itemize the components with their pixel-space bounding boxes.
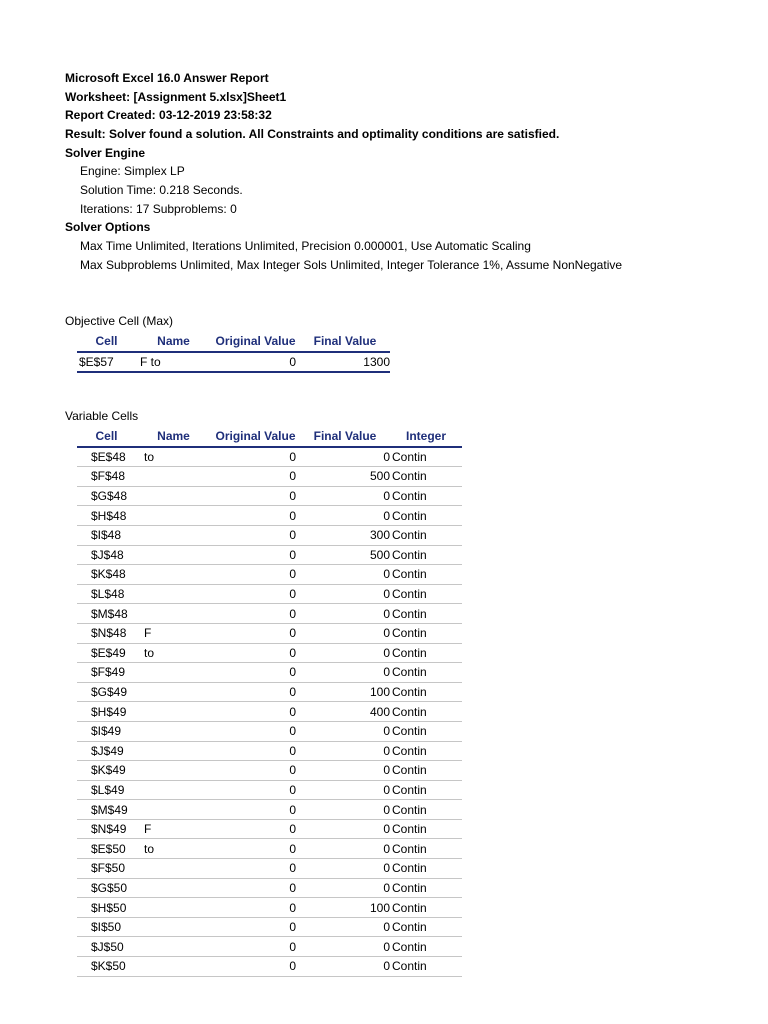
cell-ref: $E$48 xyxy=(77,447,136,467)
header-name: Name xyxy=(136,332,211,352)
variable-rows xyxy=(77,447,462,977)
cell-ref: $J$49 xyxy=(77,741,136,761)
integer-type: Contin xyxy=(390,584,462,604)
integer-type: Contin xyxy=(390,721,462,741)
table-row xyxy=(77,486,462,506)
table-row xyxy=(77,447,462,467)
integer-type: Contin xyxy=(390,819,462,839)
integer-type: Contin xyxy=(390,937,462,957)
cell-name: F to xyxy=(136,352,211,373)
integer-type: Contin xyxy=(390,741,462,761)
original-value: 0 xyxy=(211,839,300,859)
cell-name xyxy=(136,584,211,604)
header-cell: Cell xyxy=(77,332,136,352)
cell-name xyxy=(136,682,211,702)
header-original-value: Original Value xyxy=(211,332,300,352)
table-row xyxy=(77,721,462,741)
final-value: 400 xyxy=(300,702,390,722)
cell-name xyxy=(136,780,211,800)
cell-name xyxy=(136,800,211,820)
table-row xyxy=(77,761,462,781)
cell-ref: $G$48 xyxy=(77,486,136,506)
cell-name: to xyxy=(136,447,211,467)
original-value: 0 xyxy=(211,741,300,761)
cell-name xyxy=(136,486,211,506)
cell-name xyxy=(136,604,211,624)
cell-ref: $L$48 xyxy=(77,584,136,604)
cell-name xyxy=(136,565,211,585)
objective-cell-label: Objective Cell (Max) xyxy=(65,314,174,328)
integer-type: Contin xyxy=(390,525,462,545)
table-row xyxy=(77,467,462,487)
integer-type: Contin xyxy=(390,506,462,526)
objective-table xyxy=(77,332,390,373)
cell-name xyxy=(136,957,211,977)
integer-type: Contin xyxy=(390,761,462,781)
engine-line: Engine: Simplex LP xyxy=(80,164,185,178)
integer-type: Contin xyxy=(390,663,462,683)
final-value: 0 xyxy=(300,486,390,506)
cell-ref: $G$49 xyxy=(77,682,136,702)
final-value: 300 xyxy=(300,525,390,545)
cell-name xyxy=(136,937,211,957)
integer-type: Contin xyxy=(390,623,462,643)
original-value: 0 xyxy=(211,447,300,467)
final-value: 0 xyxy=(300,643,390,663)
cell-ref: $F$50 xyxy=(77,859,136,879)
header-final-value: Final Value xyxy=(300,332,390,352)
cell-ref: $I$50 xyxy=(77,917,136,937)
integer-type: Contin xyxy=(390,839,462,859)
final-value: 0 xyxy=(300,957,390,977)
table-row xyxy=(77,800,462,820)
original-value: 0 xyxy=(211,643,300,663)
cell-ref: $E$57 xyxy=(77,352,136,373)
original-value: 0 xyxy=(211,859,300,879)
cell-ref: $K$49 xyxy=(77,761,136,781)
table-row xyxy=(77,859,462,879)
cell-name xyxy=(136,721,211,741)
cell-ref: $J$48 xyxy=(77,545,136,565)
cell-ref: $I$48 xyxy=(77,525,136,545)
variables-header-row xyxy=(77,427,462,447)
final-value: 0 xyxy=(300,663,390,683)
options-line-2: Max Subproblems Unlimited, Max Integer Sols Unlimited, Integer Tolerance 1%, Assume NonNegative xyxy=(80,258,623,272)
table-row xyxy=(77,839,462,859)
original-value: 0 xyxy=(211,545,300,565)
cell-name xyxy=(136,878,211,898)
header-original-value: Original Value xyxy=(211,427,300,447)
cell-ref: $K$50 xyxy=(77,957,136,977)
final-value: 100 xyxy=(300,682,390,702)
cell-name xyxy=(136,859,211,879)
result-line: Result: Solver found a solution. All Constraints and optimality conditions are satisfied. xyxy=(65,127,560,141)
cell-ref: $F$49 xyxy=(77,663,136,683)
table-row xyxy=(77,957,462,977)
original-value: 0 xyxy=(211,584,300,604)
cell-ref: $H$50 xyxy=(77,898,136,918)
solver-engine-heading: Solver Engine xyxy=(65,146,146,160)
cell-name xyxy=(136,741,211,761)
final-value: 0 xyxy=(300,565,390,585)
cell-ref: $G$50 xyxy=(77,878,136,898)
integer-type: Contin xyxy=(390,702,462,722)
objective-header-row xyxy=(77,332,390,352)
table-row xyxy=(77,584,462,604)
final-value: 0 xyxy=(300,447,390,467)
table-row xyxy=(77,898,462,918)
integer-type: Contin xyxy=(390,800,462,820)
table-row xyxy=(77,878,462,898)
solver-options-heading: Solver Options xyxy=(65,220,151,234)
integer-type: Contin xyxy=(390,859,462,879)
cell-name xyxy=(136,506,211,526)
original-value: 0 xyxy=(211,917,300,937)
integer-type: Contin xyxy=(390,486,462,506)
cell-ref: $J$50 xyxy=(77,937,136,957)
cell-name xyxy=(136,917,211,937)
cell-name xyxy=(136,467,211,487)
cell-name xyxy=(136,525,211,545)
integer-type: Contin xyxy=(390,447,462,467)
report-created-line: Report Created: 03-12-2019 23:58:32 xyxy=(65,108,272,122)
cell-ref: $E$50 xyxy=(77,839,136,859)
table-row xyxy=(77,506,462,526)
report-title: Microsoft Excel 16.0 Answer Report xyxy=(65,71,269,85)
final-value: 0 xyxy=(300,917,390,937)
original-value: 0 xyxy=(211,467,300,487)
original-value: 0 xyxy=(211,352,300,373)
original-value: 0 xyxy=(211,506,300,526)
original-value: 0 xyxy=(211,819,300,839)
integer-type: Contin xyxy=(390,467,462,487)
final-value: 0 xyxy=(300,604,390,624)
integer-type: Contin xyxy=(390,643,462,663)
integer-type: Contin xyxy=(390,604,462,624)
integer-type: Contin xyxy=(390,545,462,565)
cell-ref: $L$49 xyxy=(77,780,136,800)
header-integer: Integer xyxy=(390,427,462,447)
original-value: 0 xyxy=(211,604,300,624)
final-value: 0 xyxy=(300,819,390,839)
table-row xyxy=(77,604,462,624)
cell-name xyxy=(136,663,211,683)
iterations-line: Iterations: 17 Subproblems: 0 xyxy=(80,202,237,216)
cell-ref: $E$49 xyxy=(77,643,136,663)
table-row xyxy=(77,702,462,722)
table-row xyxy=(77,682,462,702)
options-line-1: Max Time Unlimited, Iterations Unlimited, Precision 0.000001, Use Automatic Scaling xyxy=(80,239,531,253)
solution-time-line: Solution Time: 0.218 Seconds. xyxy=(80,183,243,197)
header-cell: Cell xyxy=(77,427,136,447)
cell-name xyxy=(136,545,211,565)
cell-name: F xyxy=(136,623,211,643)
cell-ref: $N$48 xyxy=(77,623,136,643)
cell-ref: $M$49 xyxy=(77,800,136,820)
cell-ref: $K$48 xyxy=(77,565,136,585)
table-row xyxy=(77,917,462,937)
original-value: 0 xyxy=(211,525,300,545)
table-row xyxy=(77,525,462,545)
variable-cells-label: Variable Cells xyxy=(65,409,139,423)
header-final-value: Final Value xyxy=(300,427,390,447)
cell-ref: $I$49 xyxy=(77,721,136,741)
final-value: 0 xyxy=(300,800,390,820)
final-value: 0 xyxy=(300,741,390,761)
table-row xyxy=(77,623,462,643)
final-value: 0 xyxy=(300,721,390,741)
cell-name: to xyxy=(136,643,211,663)
table-row xyxy=(77,643,462,663)
original-value: 0 xyxy=(211,623,300,643)
cell-ref: $H$48 xyxy=(77,506,136,526)
original-value: 0 xyxy=(211,878,300,898)
cell-name xyxy=(136,898,211,918)
original-value: 0 xyxy=(211,565,300,585)
cell-name xyxy=(136,761,211,781)
cell-ref: $M$48 xyxy=(77,604,136,624)
original-value: 0 xyxy=(211,721,300,741)
cell-ref: $H$49 xyxy=(77,702,136,722)
original-value: 0 xyxy=(211,780,300,800)
table-row xyxy=(77,545,462,565)
original-value: 0 xyxy=(211,702,300,722)
original-value: 0 xyxy=(211,761,300,781)
final-value: 100 xyxy=(300,898,390,918)
integer-type: Contin xyxy=(390,957,462,977)
final-value: 0 xyxy=(300,780,390,800)
original-value: 0 xyxy=(211,663,300,683)
final-value: 0 xyxy=(300,623,390,643)
variable-cells-table xyxy=(77,427,462,977)
table-row xyxy=(77,663,462,683)
table-row xyxy=(77,565,462,585)
integer-type: Contin xyxy=(390,780,462,800)
table-row xyxy=(77,780,462,800)
final-value: 0 xyxy=(300,761,390,781)
final-value: 0 xyxy=(300,878,390,898)
table-row xyxy=(77,937,462,957)
table-row xyxy=(77,352,390,373)
final-value: 0 xyxy=(300,506,390,526)
worksheet-line: Worksheet: [Assignment 5.xlsx]Sheet1 xyxy=(65,90,287,104)
original-value: 0 xyxy=(211,682,300,702)
cell-ref: $F$48 xyxy=(77,467,136,487)
final-value: 0 xyxy=(300,937,390,957)
final-value: 0 xyxy=(300,859,390,879)
table-row xyxy=(77,819,462,839)
original-value: 0 xyxy=(211,957,300,977)
integer-type: Contin xyxy=(390,917,462,937)
integer-type: Contin xyxy=(390,878,462,898)
final-value: 0 xyxy=(300,839,390,859)
cell-name: to xyxy=(136,839,211,859)
original-value: 0 xyxy=(211,800,300,820)
table-row xyxy=(77,741,462,761)
final-value: 0 xyxy=(300,584,390,604)
original-value: 0 xyxy=(211,937,300,957)
cell-name xyxy=(136,702,211,722)
integer-type: Contin xyxy=(390,898,462,918)
header-name: Name xyxy=(136,427,211,447)
final-value: 500 xyxy=(300,545,390,565)
original-value: 0 xyxy=(211,898,300,918)
cell-ref: $N$49 xyxy=(77,819,136,839)
final-value: 500 xyxy=(300,467,390,487)
integer-type: Contin xyxy=(390,682,462,702)
original-value: 0 xyxy=(211,486,300,506)
integer-type: Contin xyxy=(390,565,462,585)
cell-name: F xyxy=(136,819,211,839)
final-value: 1300 xyxy=(300,352,390,373)
